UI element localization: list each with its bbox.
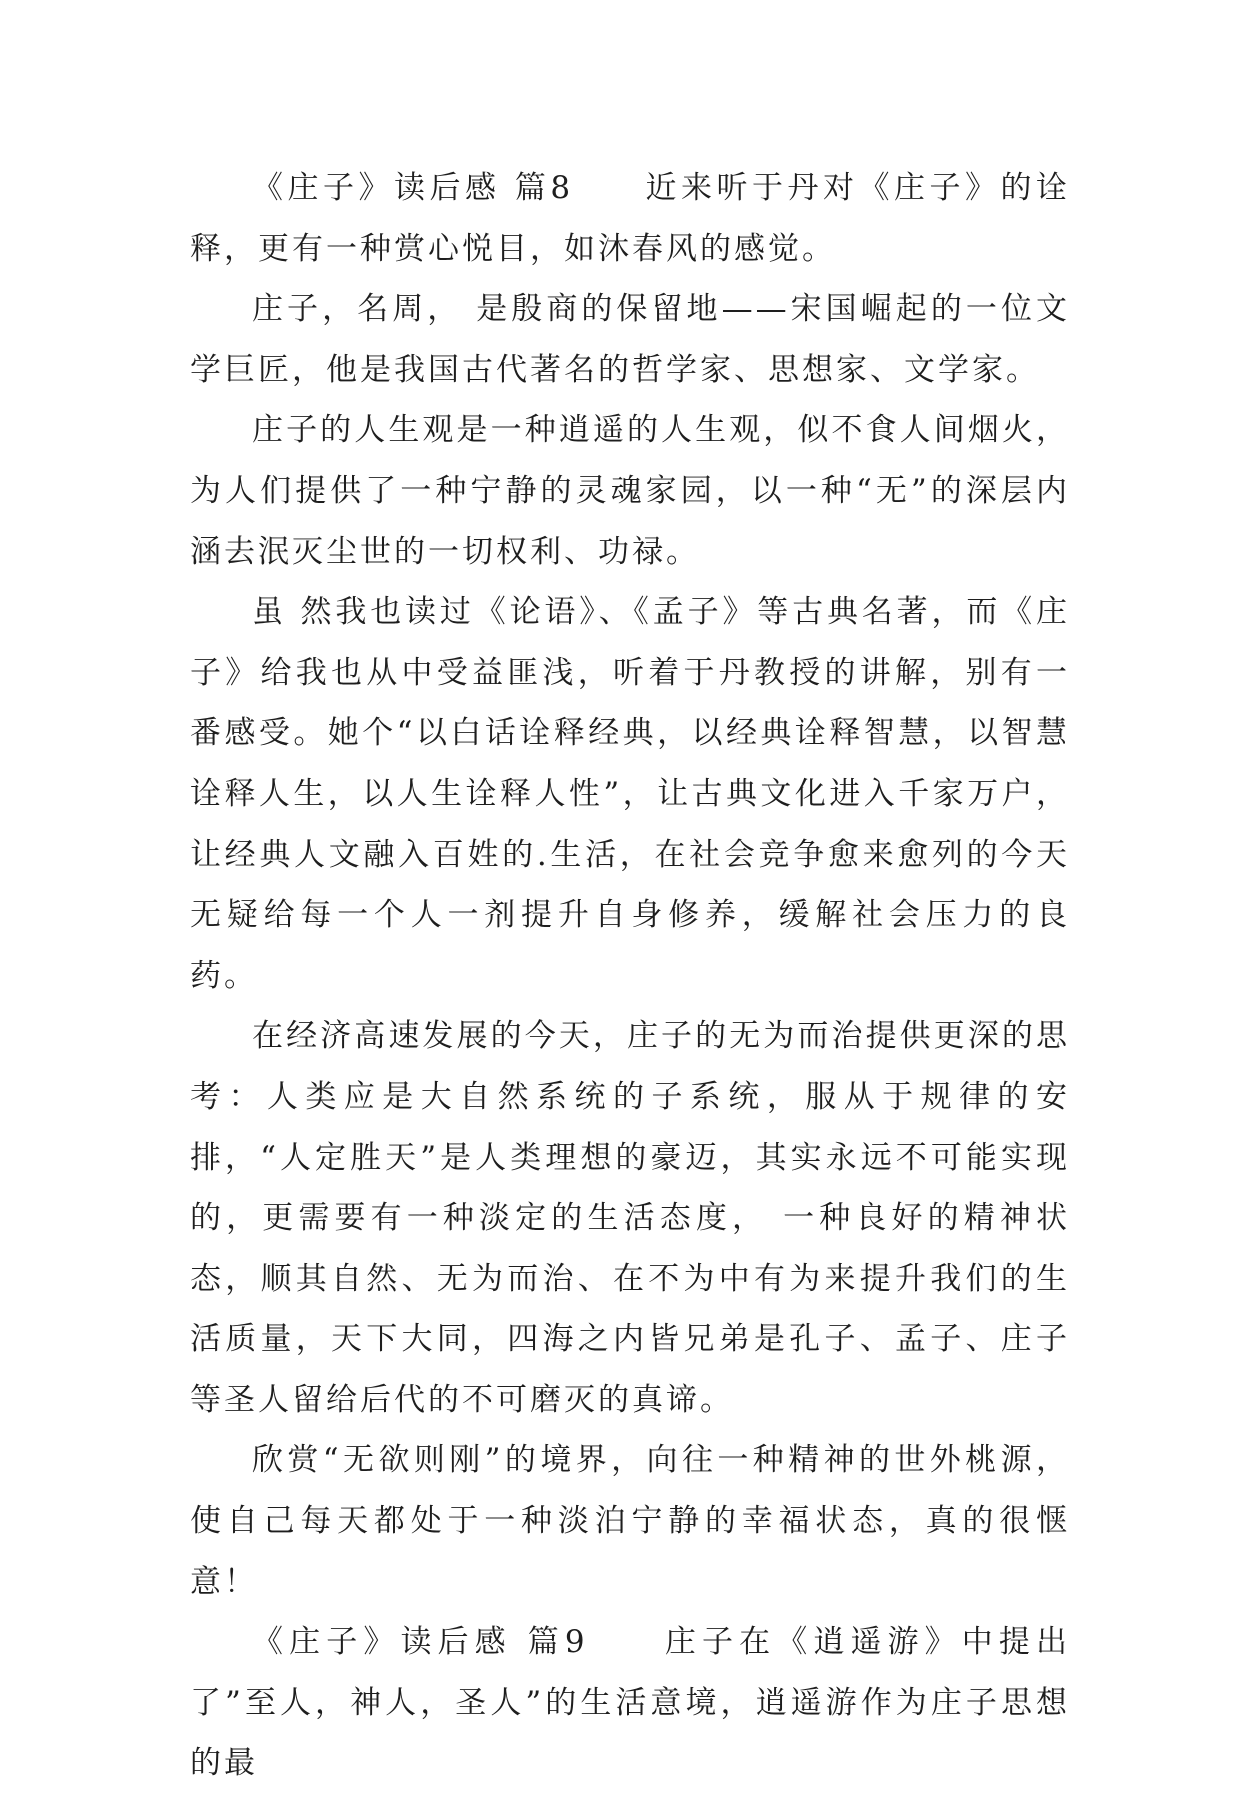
paragraph-2: 庄子，名周， 是殷商的保留地——宋国崛起的一位文学巨匠，他是我国古代著名的哲学家、思想家、文学家。 xyxy=(190,291,1070,388)
paragraph-4: 虽 然我也读过《论语》、《孟子》等古典名著，而《庄子》给我也从中受益匪浅，听着于丹教授的讲解，别有一番感受。她个“以白话诠释经典，以经典诠释智慧，以智慧诠释人生，以人生诠释人性”，让古典文化进入千家万户，让经典人文融入百姓的.生活，在社会竞争愈来愈列的今天无疑给每一个人一剂提升自身修养，缓解社会压力的良药。 xyxy=(190,594,1070,994)
paragraph-5: 在经济高速发展的今天，庄子的无为而治提供更深的思考：人类应是大自然系统的子系统，服从于规律的安排，“人定胜天”是人类理想的豪迈，其实永远不可能实现的，更需要有一种淡定的生活态度， 一种良好的精神状态，顺其自然、无为而治、在不为中有为来提升我们的生活质量，天下大同，四海之内皆兄弟是孔子、孟子、庄子等圣人留给后代的不可磨灭的真谛。 xyxy=(190,1018,1070,1418)
paragraph-7: 《庄子》读后感 篇9 庄子在《逍遥游》中提出了”至人，神人，圣人”的生活意境，逍遥游作为庄子思想的最 xyxy=(190,1624,1070,1782)
paragraph-6: 欣赏“无欲则刚”的境界，向往一种精神的世外桃源，使自己每天都处于一种淡泊宁静的幸福状态，真的很惬意！ xyxy=(190,1442,1070,1600)
paragraph-3: 庄子的人生观是一种逍遥的人生观，似不食人间烟火，为人们提供了一种宁静的灵魂家园，以一种“无”的深层内涵去泯灭尘世的一切权利、功禄。 xyxy=(190,412,1070,570)
paragraph-1: 《庄子》读后感 篇8 近来听于丹对《庄子》的诠释，更有一种赏心悦目，如沐春风的感觉。 xyxy=(190,170,1070,267)
document-body xyxy=(190,158,1070,1794)
